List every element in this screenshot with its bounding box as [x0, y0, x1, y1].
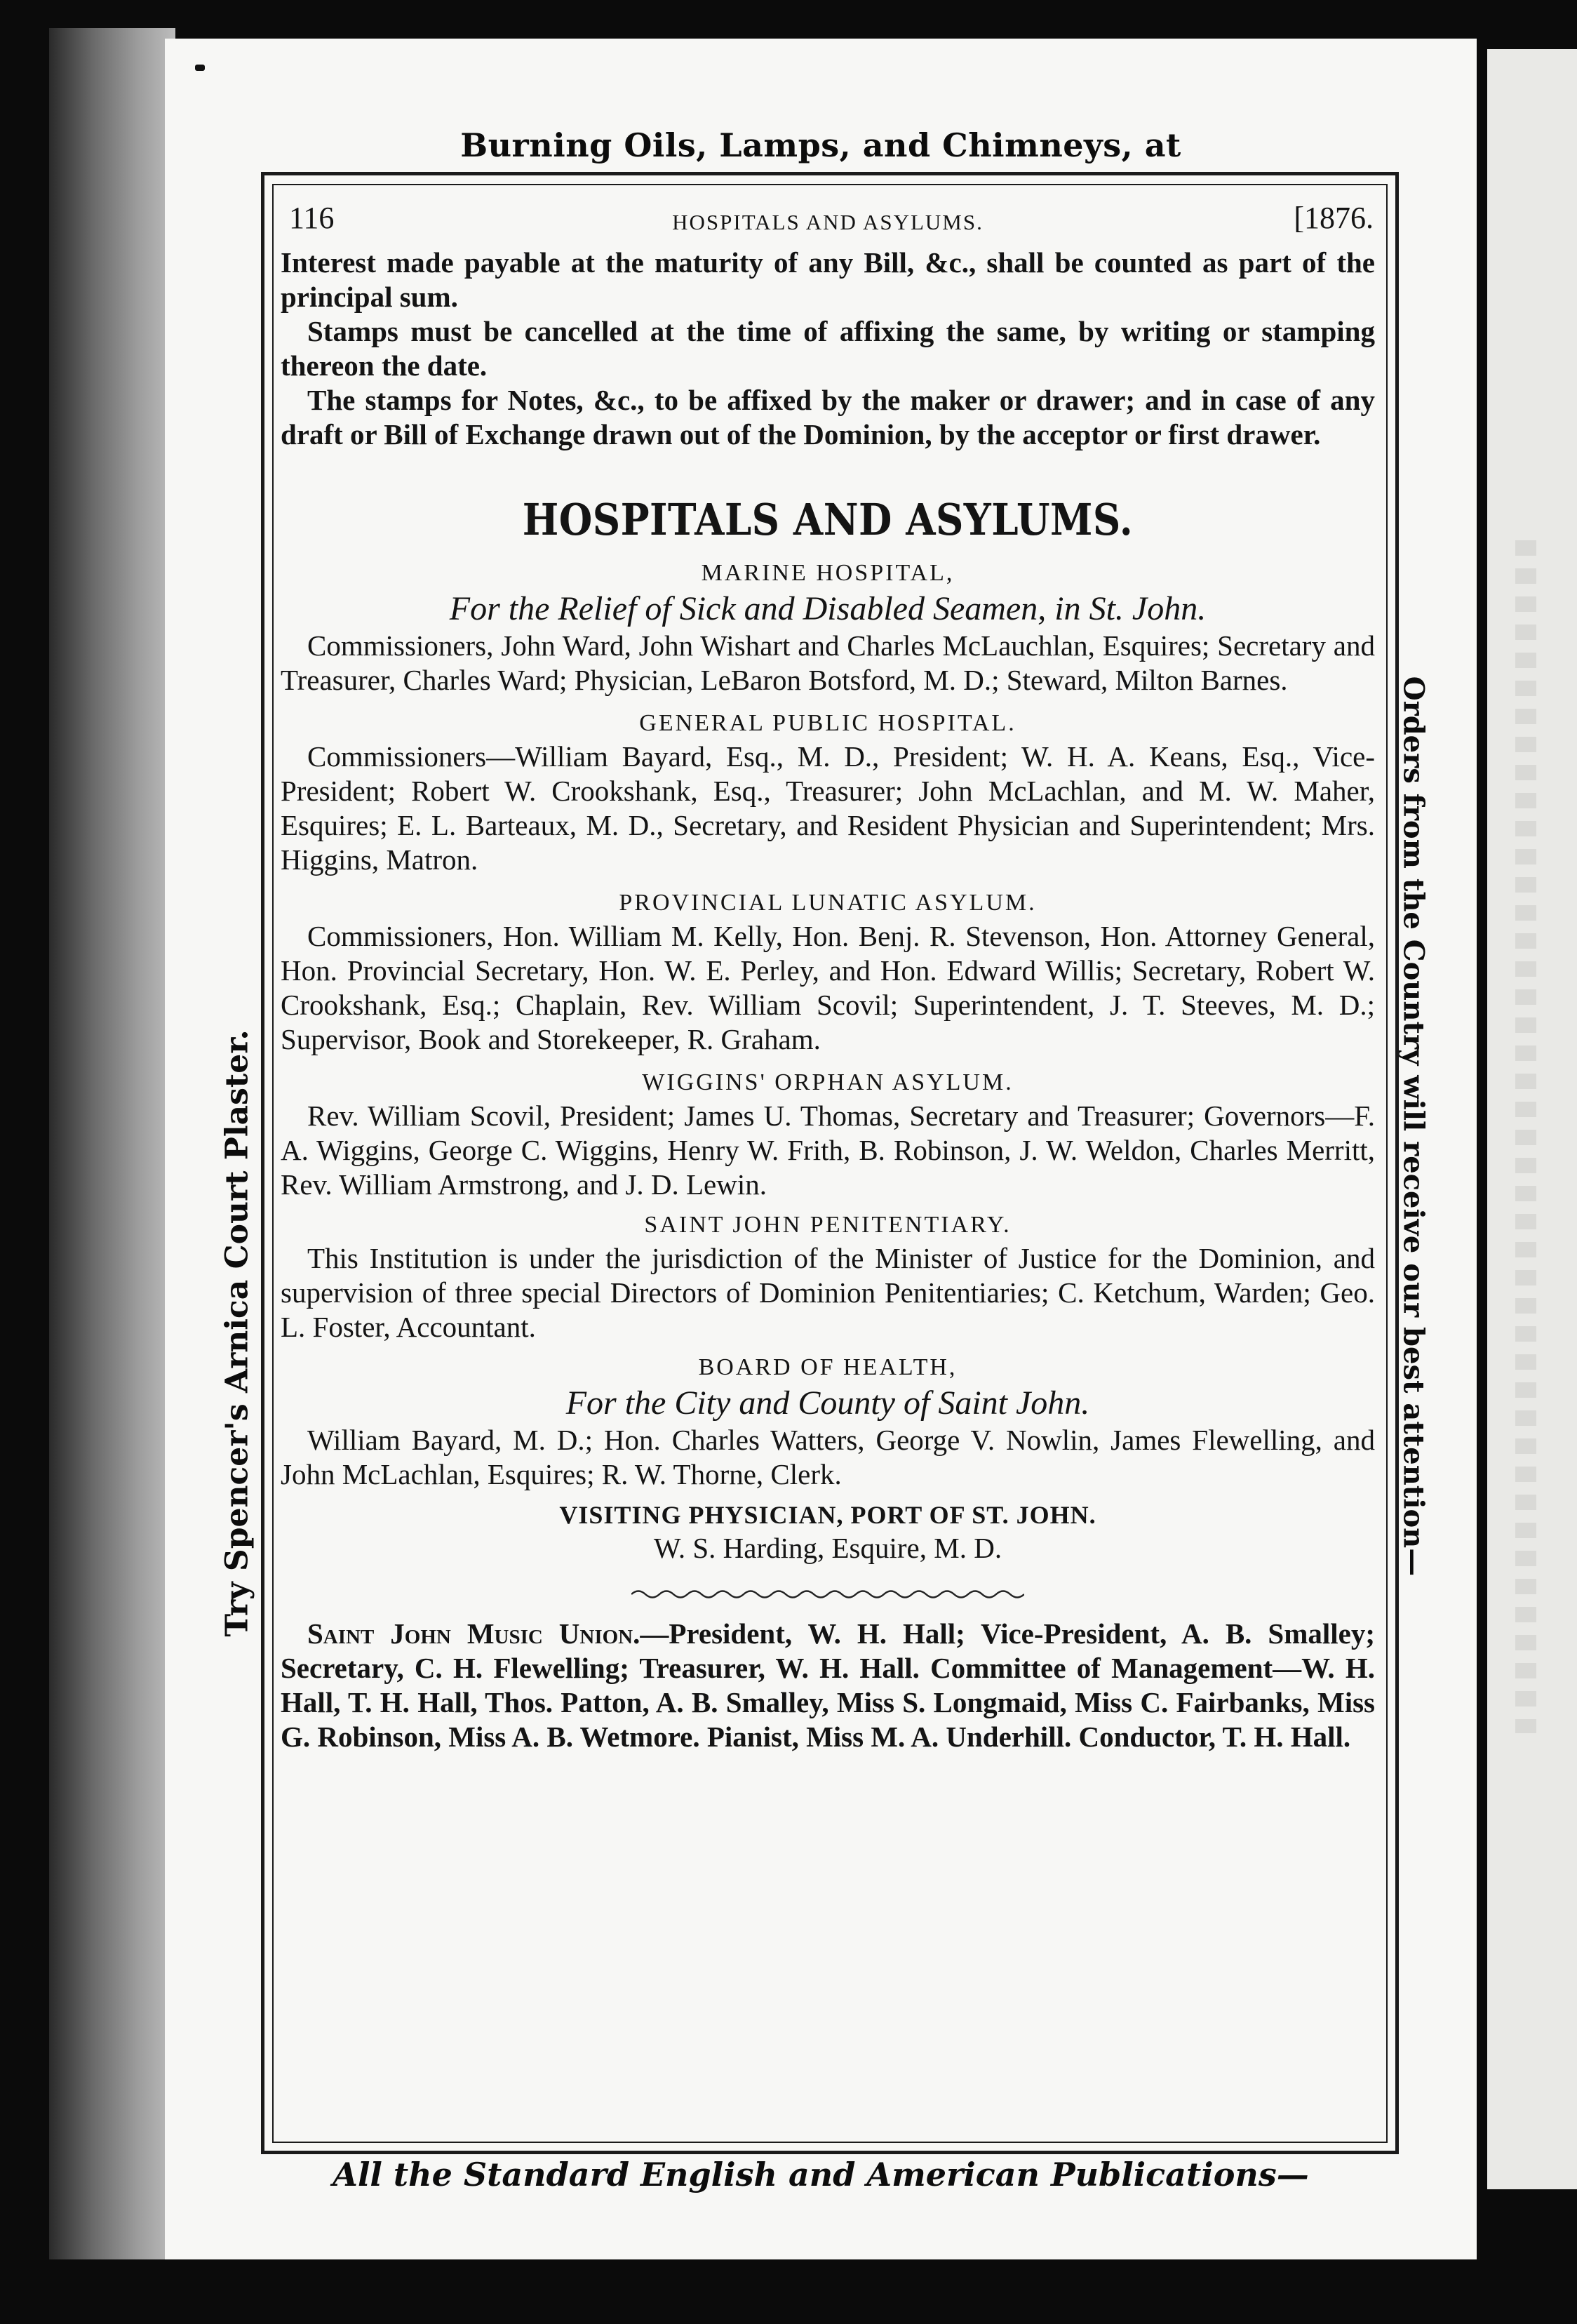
bottom-advertisement: All the Standard English and American Publications— — [333, 2156, 1309, 2193]
institution-heading: GENERAL PUBLIC HOSPITAL. — [639, 710, 1016, 736]
page-content — [281, 196, 1375, 1754]
section-title: HOSPITALS AND ASYLUMS. — [522, 494, 1134, 545]
institution-entry — [281, 1351, 1375, 1492]
institution-body: Commissioners, Hon. William M. Kelly, Hon. Benj. R. Stevenson, Hon. Attorney General, Hon. Provincial Secretary, Hon. W. E. Perley, and Hon. Edward Willis; Secretary, Robert W. Crookshank, Esq.; Chaplain, Rev. William Scovil; Superintendent, J. T. Steeves, M. D.; Supervisor, Book and Storekeeper, R. Graham. — [281, 920, 1375, 1055]
ink-mark — [195, 65, 205, 71]
right-margin-advertisement: Orders from the Country will receive our best attention— — [1397, 676, 1430, 1577]
intro-paragraph: Interest made payable at the maturity of any Bill, &c., shall be counted as part of the principal sum. — [281, 246, 1375, 313]
facing-page-edge — [1487, 49, 1577, 2189]
institution-body: This Institution is under the jurisdiction of the Minister of Justice for the Dominion, and supervision of three special Directors of Dominion Penitentiaries; C. Ketchum, Warden; Geo. L. Foster, Accountant. — [281, 1242, 1375, 1343]
running-year: [1876. — [1294, 201, 1374, 235]
top-advertisement: Burning Oils, Lamps, and Chimneys, at — [460, 126, 1181, 164]
institution-heading: BOARD OF HEALTH, — [698, 1354, 958, 1380]
music-union-text: —President, W. H. Hall; Vice-President, A. B. Smalley; Secretary, C. H. Flewelling; Treasurer, W. H. Hall. Committee of Management—W. H. Hall, T. H. Hall, Thos. Patton, A. B. Smalley, Miss S. Longmaid, Miss C. Fairbanks, Miss G. Robinson, Miss A. B. Wetmore. Pianist, Miss M. A. Underhill. Conductor, T. H. Hall. — [281, 1617, 1375, 1753]
left-margin-advertisement: Try Spencer's Arnica Court Plaster. — [219, 1029, 255, 1637]
bleed-through-text — [1515, 540, 1536, 1733]
institution-body: W. S. Harding, Esquire, M. D. — [653, 1532, 1002, 1564]
institution-body: Rev. William Scovil, President; James U. Thomas, Secretary and Treasurer; Governors—F. A. Wiggins, George C. Wiggins, Henry W. Frith, B. Robinson, J. W. Weldon, Charles Merritt, Rev. William Armstrong, and J. D. Lewin. — [281, 1100, 1375, 1201]
stamp-rules — [281, 246, 1375, 452]
institution-body: Commissioners—William Bayard, Esq., M. D., President; W. H. A. Keans, Esq., Vice-President; Robert W. Crookshank, Esq., Treasurer; John McLachlan, and M. W. Maher, Esquires; E. L. Barteaux, M. D., Secretary, and Resident Physician and Superintendent; Mrs. Higgins, Matron. — [281, 740, 1375, 876]
institution-entry — [281, 707, 1375, 877]
institution-heading: WIGGINS' ORPHAN ASYLUM. — [642, 1069, 1014, 1095]
institution-body: Commissioners, John Ward, John Wishart and Charles McLauchlan, Esquires; Secretary and Treasurer, Charles Ward; Physician, LeBaron Botsford, M. D.; Steward, Milton Barnes. — [281, 629, 1375, 696]
intro-paragraph: Stamps must be cancelled at the time of affixing the same, by writing or stamping thereon the date. — [281, 315, 1375, 382]
music-union-name: Saint John Music Union. — [307, 1617, 640, 1650]
ornamental-divider — [281, 1575, 1375, 1610]
institution-entry — [281, 1067, 1375, 1202]
institution-heading: MARINE HOSPITAL, — [701, 560, 955, 586]
institution-heading: VISITING PHYSICIAN, PORT OF ST. JOHN. — [559, 1501, 1096, 1529]
wavy-rule-icon — [631, 1587, 1024, 1602]
music-union-notice — [281, 1617, 1375, 1754]
institution-heading: SAINT JOHN PENITENTIARY. — [644, 1212, 1012, 1238]
intro-paragraph: The stamps for Notes, &c., to be affixed by the maker or drawer; and in case of any draft or Bill of Exchange drawn out of the Dominion, by the acceptor or first drawer. — [281, 384, 1375, 450]
institution-entry — [281, 1499, 1375, 1565]
institution-body: William Bayard, M. D.; Hon. Charles Watters, George V. Nowlin, James Flewelling, and John McLachlan, Esquires; R. W. Thorne, Clerk. — [281, 1424, 1375, 1490]
institution-subheading: For the Relief of Sick and Disabled Seamen, in St. John. — [449, 590, 1207, 627]
institution-heading: PROVINCIAL LUNATIC ASYLUM. — [619, 890, 1037, 916]
running-head — [281, 196, 1375, 246]
running-title: HOSPITALS AND ASYLUMS. — [672, 210, 984, 234]
institution-subheading: For the City and County of Saint John. — [565, 1384, 1090, 1422]
institution-entry — [281, 557, 1375, 697]
binding-gutter — [49, 28, 175, 2259]
page-number: 116 — [289, 201, 335, 235]
institution-entry — [281, 887, 1375, 1057]
institution-entry — [281, 1209, 1375, 1344]
